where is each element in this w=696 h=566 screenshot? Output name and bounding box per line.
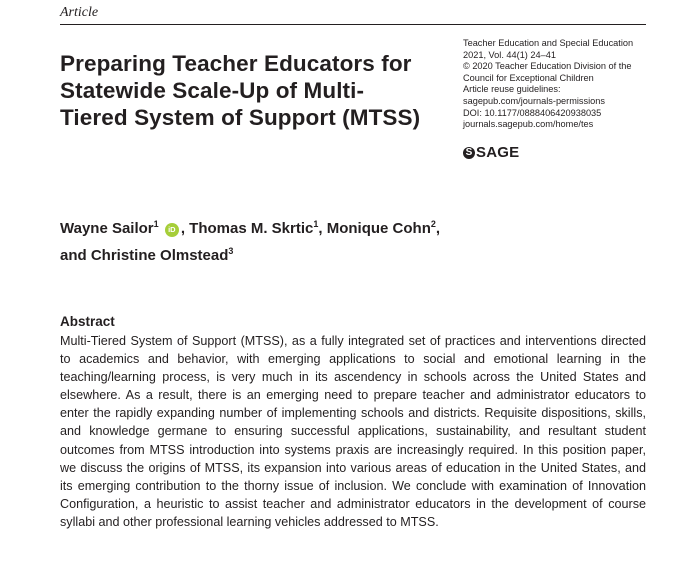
- journal-info: [463, 38, 663, 131]
- abstract-heading: Abstract: [60, 314, 115, 329]
- permissions-link[interactable]: sagepub.com/journals-permissions: [463, 95, 605, 106]
- affiliation-marker: 2: [430, 219, 436, 229]
- affiliation-marker: 1: [153, 219, 159, 229]
- sage-logo-icon: S: [463, 147, 475, 159]
- article-type-label: Article: [60, 5, 99, 20]
- affiliation-marker: 3: [228, 246, 234, 256]
- orcid-icon[interactable]: iD: [165, 223, 179, 237]
- header-rule: [60, 24, 646, 25]
- abstract-text: Multi-Tiered System of Support (MTSS), as a fully integrated set of practices and interventions directed to academics and behavior, with emerging applications to social and emotional learning in the teaching/learning process, is very much in its ascendency in schools across the United States and elsewhere. As a result, there is an emerging need to prepare teacher and administrator educators to enter the rapidly expanding number of implementing schools and districts. Requisite dispositions, skills, and knowledge germane to ensuring successful applications, sustainability, and resultant student outcomes from MTSS introduction into systems praxis are increasingly required. In this position paper, we discuss the origins of MTSS, its expansion into various areas of education in the United States, and its emerging contribution to the thorny issue of inclusion. We conclude with examination of Innovation Configuration, a heuristic to assist teacher and administrator educators in the development of course syllabi and other professional learning vehicles addressed to MTSS.: [60, 334, 646, 529]
- author-list: Wayne Sailor$^1$ iD , Thomas M. Skrtic$^1$, Monique Cohn$^2$, and Christine Olmstead$^3$: [60, 219, 441, 264]
- author-name: Christine Olmstead: [90, 247, 229, 264]
- reuse-label: Article reuse guidelines:: [463, 84, 561, 95]
- author-name: Wayne Sailor: [60, 220, 154, 237]
- affiliation-marker: 1: [313, 219, 319, 229]
- article-title: Preparing Teacher Educators for Statewide Scale-Up of Multi-Tiered System of Support (MTSS): [60, 51, 421, 130]
- sage-logo: [463, 144, 519, 161]
- journal-volume: 2021, Vol. 44(1) 24–41: [463, 49, 556, 60]
- doi-link[interactable]: DOI: 10.1177/0888406420938035: [463, 107, 602, 118]
- copyright-line-2: Council for Exceptional Children: [463, 72, 594, 83]
- copyright-line: © 2020 Teacher Education Division of the: [463, 61, 632, 72]
- author-name: Thomas M. Skrtic: [189, 220, 314, 237]
- journal-name: Teacher Education and Special Education: [463, 38, 634, 48]
- journal-home-link[interactable]: journals.sagepub.com/home/tes: [463, 119, 594, 130]
- author-name: Monique Cohn: [326, 220, 431, 237]
- sage-logo-text: SAGE: [476, 144, 520, 161]
